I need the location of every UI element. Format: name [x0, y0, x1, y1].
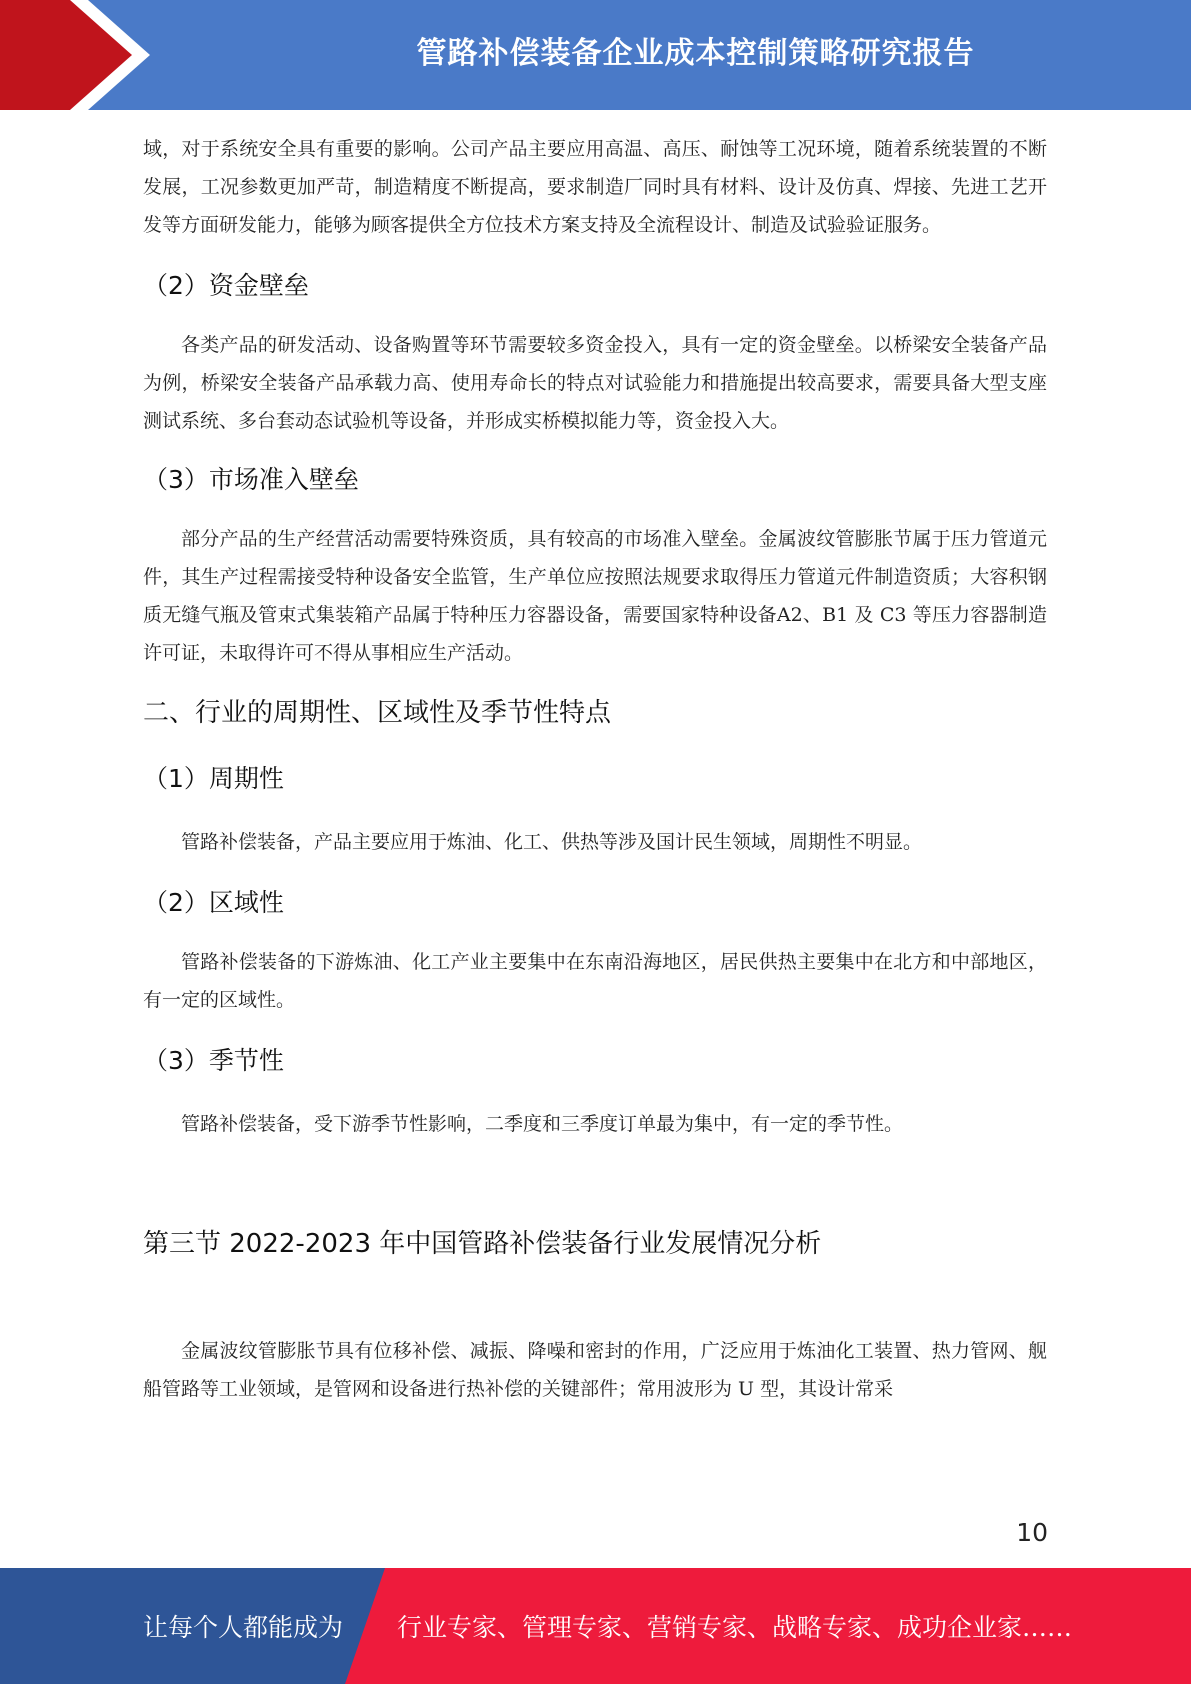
footer-slogan-right: 行业专家、管理专家、营销专家、战略专家、成功企业家…… [397, 1613, 1073, 1642]
section-heading-characteristics: 二、行业的周期性、区域性及季节性特点 [143, 698, 612, 728]
paragraph-seasonality: 管路补偿装备，受下游季节性影响，二季度和三季度订单最为集中，有一定的季节性。 [181, 1113, 904, 1135]
heading-market-barrier: （3）市场准入壁垒 [143, 465, 359, 494]
paragraph-cyclicality: 管路补偿装备，产品主要应用于炼油、化工、供热等涉及国计民生领域，周期性不明显。 [181, 831, 923, 853]
heading-regionality: （2）区域性 [143, 888, 284, 917]
paragraph-capital-barrier: 各类产品的研发活动、设备购置等环节需要较多资金投入，具有一定的资金壁垒。以桥梁安全装备产品为例，桥梁安全装备产品承载力高、使用寿命长的特点对试验能力和措施提出较高要求，需要具备大型支座测试系统、多台套动态试验机等设备，并形成实桥模拟能力等，资金投入大。 [143, 334, 1047, 432]
heading-cyclicality: （1）周期性 [143, 764, 284, 793]
document-body [143, 130, 1047, 1408]
heading-seasonality: （3）季节性 [143, 1046, 284, 1075]
paragraph-market-barrier: 部分产品的生产经营活动需要特殊资质，具有较高的市场准入壁垒。金属波纹管膨胀节属于压力管道元件，其生产过程需接受特种设备安全监管，生产单位应按照法规要求取得压力管道元件制造资质；大容积钢质无缝气瓶及管束式集装箱产品属于特种压力容器设备，需要国家特种设备A2、B1 及 C3 等压力容器制造许可证，未取得许可不得从事相应生产活动。 [143, 528, 1047, 664]
section-heading-development: 第三节 2022-2023 年中国管路补偿装备行业发展情况分析 [143, 1229, 822, 1259]
paragraph-regionality: 管路补偿装备的下游炼油、化工产业主要集中在东南沿海地区，居民供热主要集中在北方和中部地区，有一定的区域性。 [143, 951, 1047, 1011]
page-number: 10 [1016, 1518, 1048, 1547]
page-footer-banner [0, 1568, 1191, 1684]
footer-slogan-left: 让每个人都能成为 [143, 1613, 344, 1642]
heading-capital-barrier: （2）资金壁垒 [143, 271, 309, 300]
report-title: 管路补偿装备企业成本控制策略研究报告 [416, 36, 975, 71]
paragraph-tech-barrier-cont: 域，对于系统安全具有重要的影响。公司产品主要应用高温、高压、耐蚀等工况环境，随着系统装置的不断发展，工况参数更加严苛，制造精度不断提高，要求制造厂同时具有材料、设计及仿真、焊接、先进工艺开发等方面研发能力，能够为顾客提供全方位技术方案支持及全流程设计、制造及试验验证服务。 [143, 138, 1047, 236]
paragraph-bellows-expansion-joint: 金属波纹管膨胀节具有位移补偿、减振、降噪和密封的作用，广泛应用于炼油化工装置、热力管网、舰船管路等工业领域，是管网和设备进行热补偿的关键部件；常用波形为 U 型，其设计常采 [143, 1340, 1047, 1400]
page-header-banner [0, 0, 1191, 110]
